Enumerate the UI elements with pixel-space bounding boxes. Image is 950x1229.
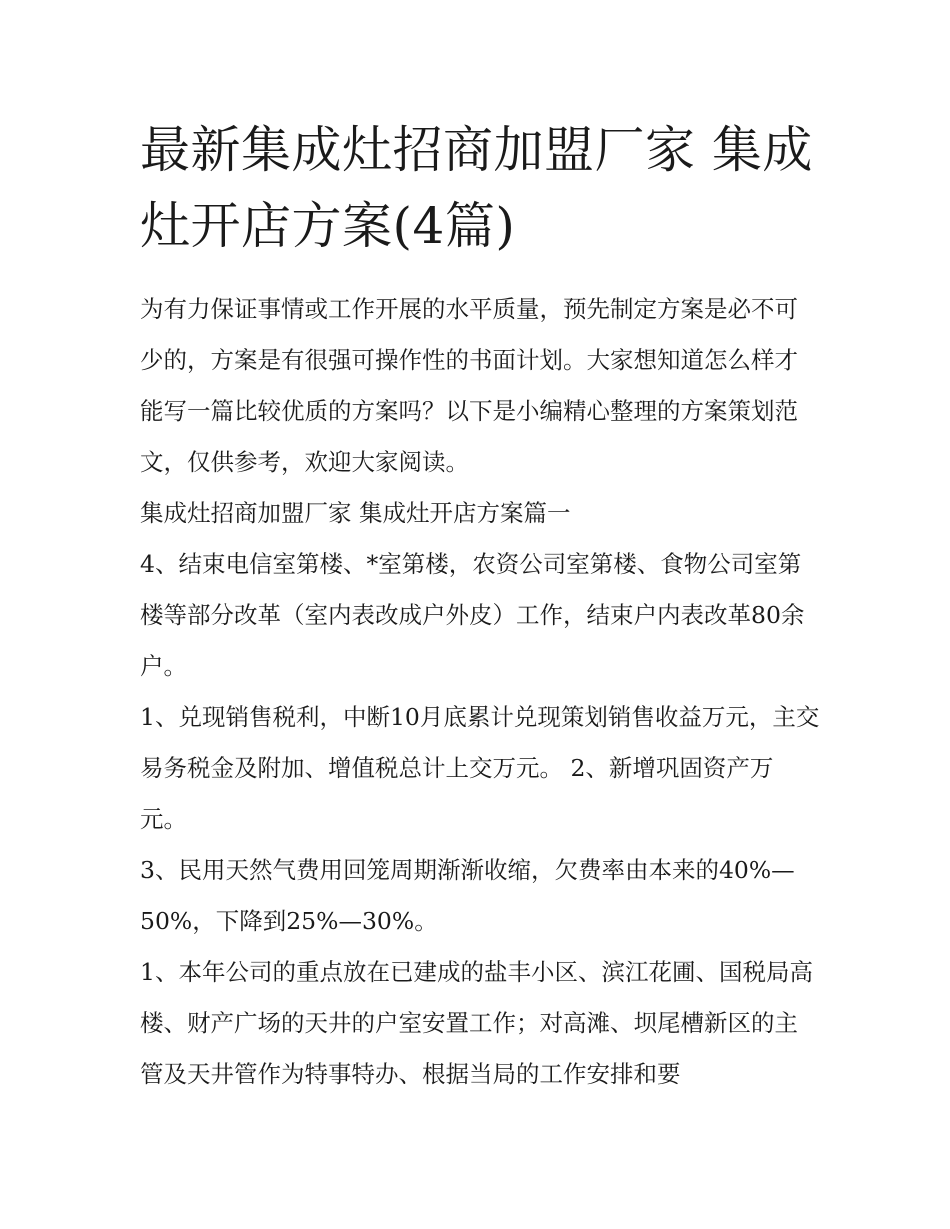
document-title: 最新集成灶招商加盟厂家 集成灶开店方案(4篇) [140, 121, 813, 255]
intro-paragraph: 为有力保证事情或工作开展的水平质量，预先制定方案是必不可少的，方案是有很强可操作性的书面计划。大家想知道怎么样才能写一篇比较优质的方案吗？以下是小编精心整理的方案策划范文，仅供参考，欢迎大家阅读。 [140, 295, 798, 476]
paragraph-item-4: 4、结束电信室第楼、*室第楼，农资公司室第楼、食物公司室第楼等部分改革（室内表改成户外皮）工作，结束户内表改革80余户。 [140, 550, 805, 680]
paragraph-item-1-2: 1、兑现销售税利，中断10月底累计兑现策划销售收益万元，主交易务税金及附加、增值税总计上交万元。 2、新增巩固资产万元。 [140, 703, 820, 833]
document-page [140, 112, 820, 1100]
paragraph-item-3: 3、民用天然气费用回笼周期渐渐收缩，欠费率由本来的40%—50%，下降到25%—30%。 [140, 856, 795, 935]
paragraph-item-1-focus: 1、本年公司的重点放在已建成的盐丰小区、滨江花圃、国税局高楼、财产广场的天井的户室安置工作；对高滩、坝尾槽新区的主管及天井管作为特事特办、根据当局的工作安排和要 [140, 958, 813, 1088]
section-heading: 集成灶招商加盟厂家 集成灶开店方案篇一 [140, 499, 571, 527]
